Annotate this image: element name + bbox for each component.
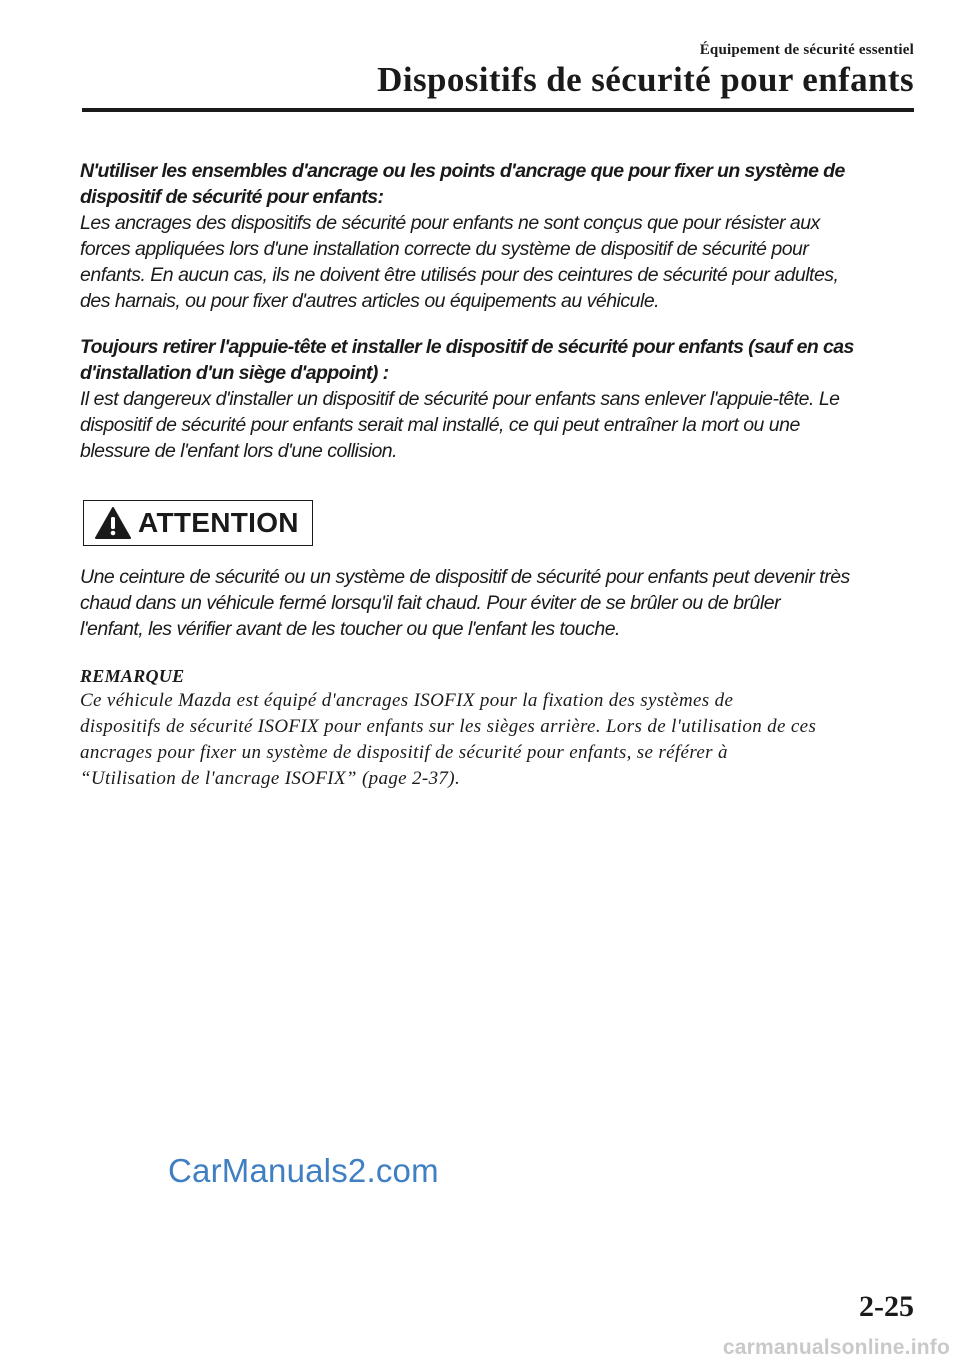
warning-body-line: enfants. En aucun cas, ils ne doivent être utilisés pour des ceintures de sécurité pour adultes, [80, 264, 839, 286]
page-content [80, 158, 920, 792]
warning-body-line: blessure de l'enfant lors d'une collision. [80, 440, 398, 462]
warning-body-line: Les ancrages des dispositifs de sécurité pour enfants ne sont conçus que pour résister aux [80, 212, 820, 234]
page-number: 2-25 [859, 1290, 914, 1323]
warning-block-anchorage [80, 158, 920, 314]
note-line: Ce véhicule Mazda est équipé d'ancrages ISOFIX pour la fixation des systèmes de [80, 690, 734, 711]
note-line: dispositifs de sécurité ISOFIX pour enfants sur les sièges arrière. Lors de l'utilisation de ces [80, 716, 817, 737]
footer-site-text: carmanualsonline.info [722, 1336, 950, 1359]
warning-body-line: dispositif de sécurité pour enfants serait mal installé, ce qui peut entraîner la mort ou une [80, 414, 800, 436]
note-line: “Utilisation de l'ancrage ISOFIX” (page 2-37). [80, 768, 461, 789]
note-block [80, 664, 920, 792]
note-line: ancrages pour fixer un système de dispositif de sécurité pour enfants, se référer à [80, 742, 728, 763]
attention-body [80, 564, 920, 642]
warning-heading-line: dispositif de sécurité pour enfants: [80, 186, 384, 208]
header-divider [82, 108, 914, 112]
warning-heading-line: N'utiliser les ensembles d'ancrage ou les points d'ancrage que pour fixer un système de [80, 160, 845, 182]
warning-body-line: Il est dangereux d'installer un dispositif de sécurité pour enfants sans enlever l'appuie-tête. Le [80, 388, 840, 410]
warning-block-headrest [80, 334, 920, 464]
warning-heading-line: Toujours retirer l'appuie-tête et installer le dispositif de sécurité pour enfants (sauf en cas [80, 336, 854, 358]
warning-triangle-icon [94, 506, 132, 540]
note-heading: REMARQUE [80, 666, 185, 686]
attention-label: ATTENTION [138, 507, 299, 538]
warning-body-line: des harnais, ou pour fixer d'autres articles ou équipements au véhicule. [80, 290, 660, 312]
attention-line: Une ceinture de sécurité ou un système de dispositif de sécurité pour enfants peut devenir très [80, 566, 850, 588]
attention-line: l'enfant, les vérifier avant de les toucher ou que l'enfant les touche. [80, 618, 620, 640]
attention-label-box [83, 500, 313, 546]
attention-line: chaud dans un véhicule fermé lorsqu'il fait chaud. Pour éviter de se brûler ou de brûler [80, 592, 781, 614]
section-header: Équipement de sécurité essentiel [699, 42, 914, 58]
warning-heading-line: d'installation d'un siège d'appoint) : [80, 362, 389, 384]
watermark-text: CarManuals2.com [168, 1152, 439, 1189]
page-title: Dispositifs de sécurité pour enfants [377, 60, 914, 99]
warning-body-line: forces appliquées lors d'une installation correcte du système de dispositif de sécurité pour [80, 238, 809, 260]
